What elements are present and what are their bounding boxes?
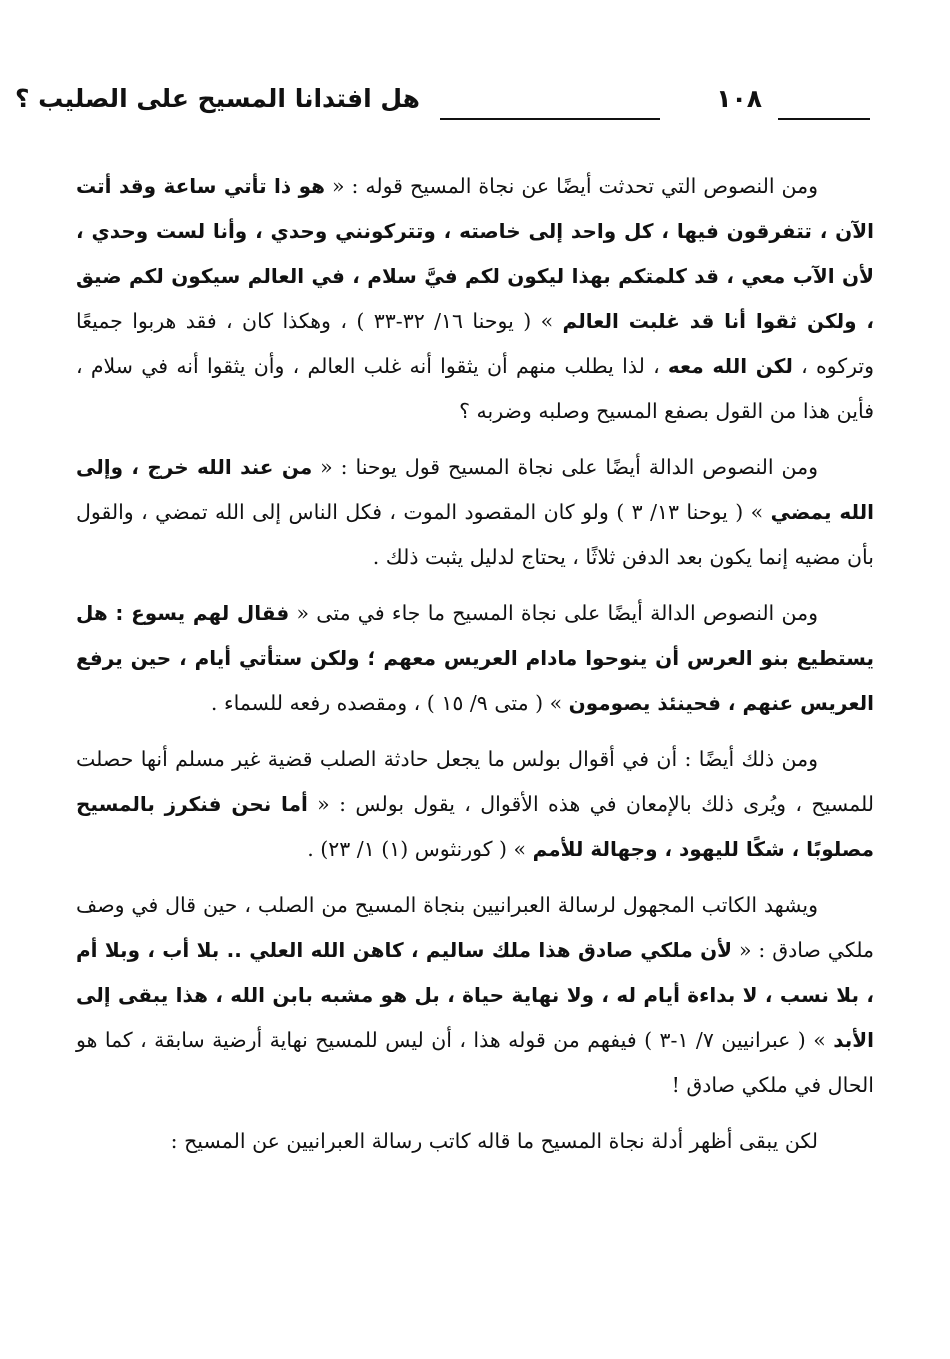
paragraph-text: ومن النصوص الدالة أيضًا على نجاة المسيح ما جاء في متى « (289, 601, 818, 625)
running-header (14, 84, 870, 128)
paragraph-text: » ( متى ٩/ ١٥ ) ، ومقصده رفعه للسماء . (210, 691, 569, 715)
paragraph-6 (76, 1119, 874, 1164)
scripture-quote: هو ذا تأتي ساعة وقد أتت الآن ، تتفرقون فيها ، كل واحد إلى خاصته ، وتتركونني وحدي ، وأنا لست وحدي ، لأن الآب معي ، قد كلمتكم بهذا ليكون لكم فيَّ سلام ، في العالم سيكون لكم ضيق ، ولكن ثقوا أنا قد غلبت العالم (76, 174, 874, 333)
paragraph-text: ومن ذلك أيضًا : أن في أقوال بولس ما يجعل حادثة الصلب قضية غير مسلم أنها حصلت للمسيح ، ويُرى ذلك بالإمعان في هذه الأقوال ، يقول بولس : « (76, 747, 874, 816)
scripture-quote: لأن ملكي صادق هذا ملك ساليم ، كاهن الله العلي .. بلا أب ، وبلا أم ، بلا نسب ، لا بداءة أيام له ، ولا نهاية حياة ، بل هو مشبه بابن الله ، هذا يبقى إلى الأبد (76, 938, 874, 1052)
paragraph-1 (76, 164, 874, 434)
paragraph-5 (76, 883, 874, 1108)
scripture-quote: فقال لهم يسوع : هل يستطيع بنو العرس أن ينوحوا مادام العريس معهم ؛ ولكن ستأتي أيام ، حين يرفع العريس عنهم ، فحينئذ يصومون (76, 601, 874, 715)
paragraph-text: » ( يوحنا ١٣/ ٣ ) ولو كان المقصود الموت ، فكل الناس إلى الله تمضي ، والقول بأن مضيه إنما يكون بعد الدفن ثلاثًا ، يحتاج لدليل يثبت ذلك . (76, 500, 874, 569)
scripture-quote: من عند الله خرج ، وإلى الله يمضي (76, 455, 874, 524)
paragraph-text: لكن يبقى أظهر أدلة نجاة المسيح ما قاله كاتب رسالة العبرانيين عن المسيح : (170, 1129, 818, 1153)
paragraph-text: ومن النصوص الدالة أيضًا على نجاة المسيح قول يوحنا : « (312, 455, 819, 479)
header-rule-left (440, 118, 660, 120)
paragraph-text: ، لذا يطلب منهم أن يثقوا أنه غلب العالم ، وأن يثقوا أنه في سلام ، فأين هذا من القول بصفع المسيح وصلبه وضربه ؟ (76, 354, 874, 423)
paragraph-text: » ( عبرانيين ٧/ ١-٣ ) فيفهم من قوله هذا ، أن ليس للمسيح نهاية أرضية سابقة ، كما هو الحال في ملكي صادق ! (76, 1028, 874, 1097)
scripture-quote: أما نحن فنكرز بالمسيح مصلوبًا ، شكًا لليهود ، وجهالة للأمم (76, 792, 874, 861)
header-rule-right (778, 118, 870, 120)
paragraph-text: » ( يوحنا ١٦/ ٣٢-٣٣ ) ، وهكذا كان ، فقد هربوا جميعًا وتركوه ، (76, 309, 874, 378)
paragraph-text: ومن النصوص التي تحدثت أيضًا عن نجاة المسيح قوله : « (324, 174, 818, 198)
header-title: هل افتدانا المسيح على الصليب ؟ (14, 84, 420, 113)
paragraph-text: » ( كورنثوس (١) ١/ ٢٣) . (307, 837, 533, 861)
paragraph-text: ويشهد الكاتب المجهول لرسالة العبرانيين بنجاة المسيح من الصلب ، حين قال في وصف ملكي صادق : « (76, 893, 874, 962)
paragraph-3 (76, 591, 874, 726)
scripture-quote: لكن الله معه (667, 354, 793, 378)
paragraph-2 (76, 445, 874, 580)
paragraph-4 (76, 737, 874, 872)
page-body (76, 164, 874, 1164)
page-number: ١٠٨ (716, 84, 762, 113)
